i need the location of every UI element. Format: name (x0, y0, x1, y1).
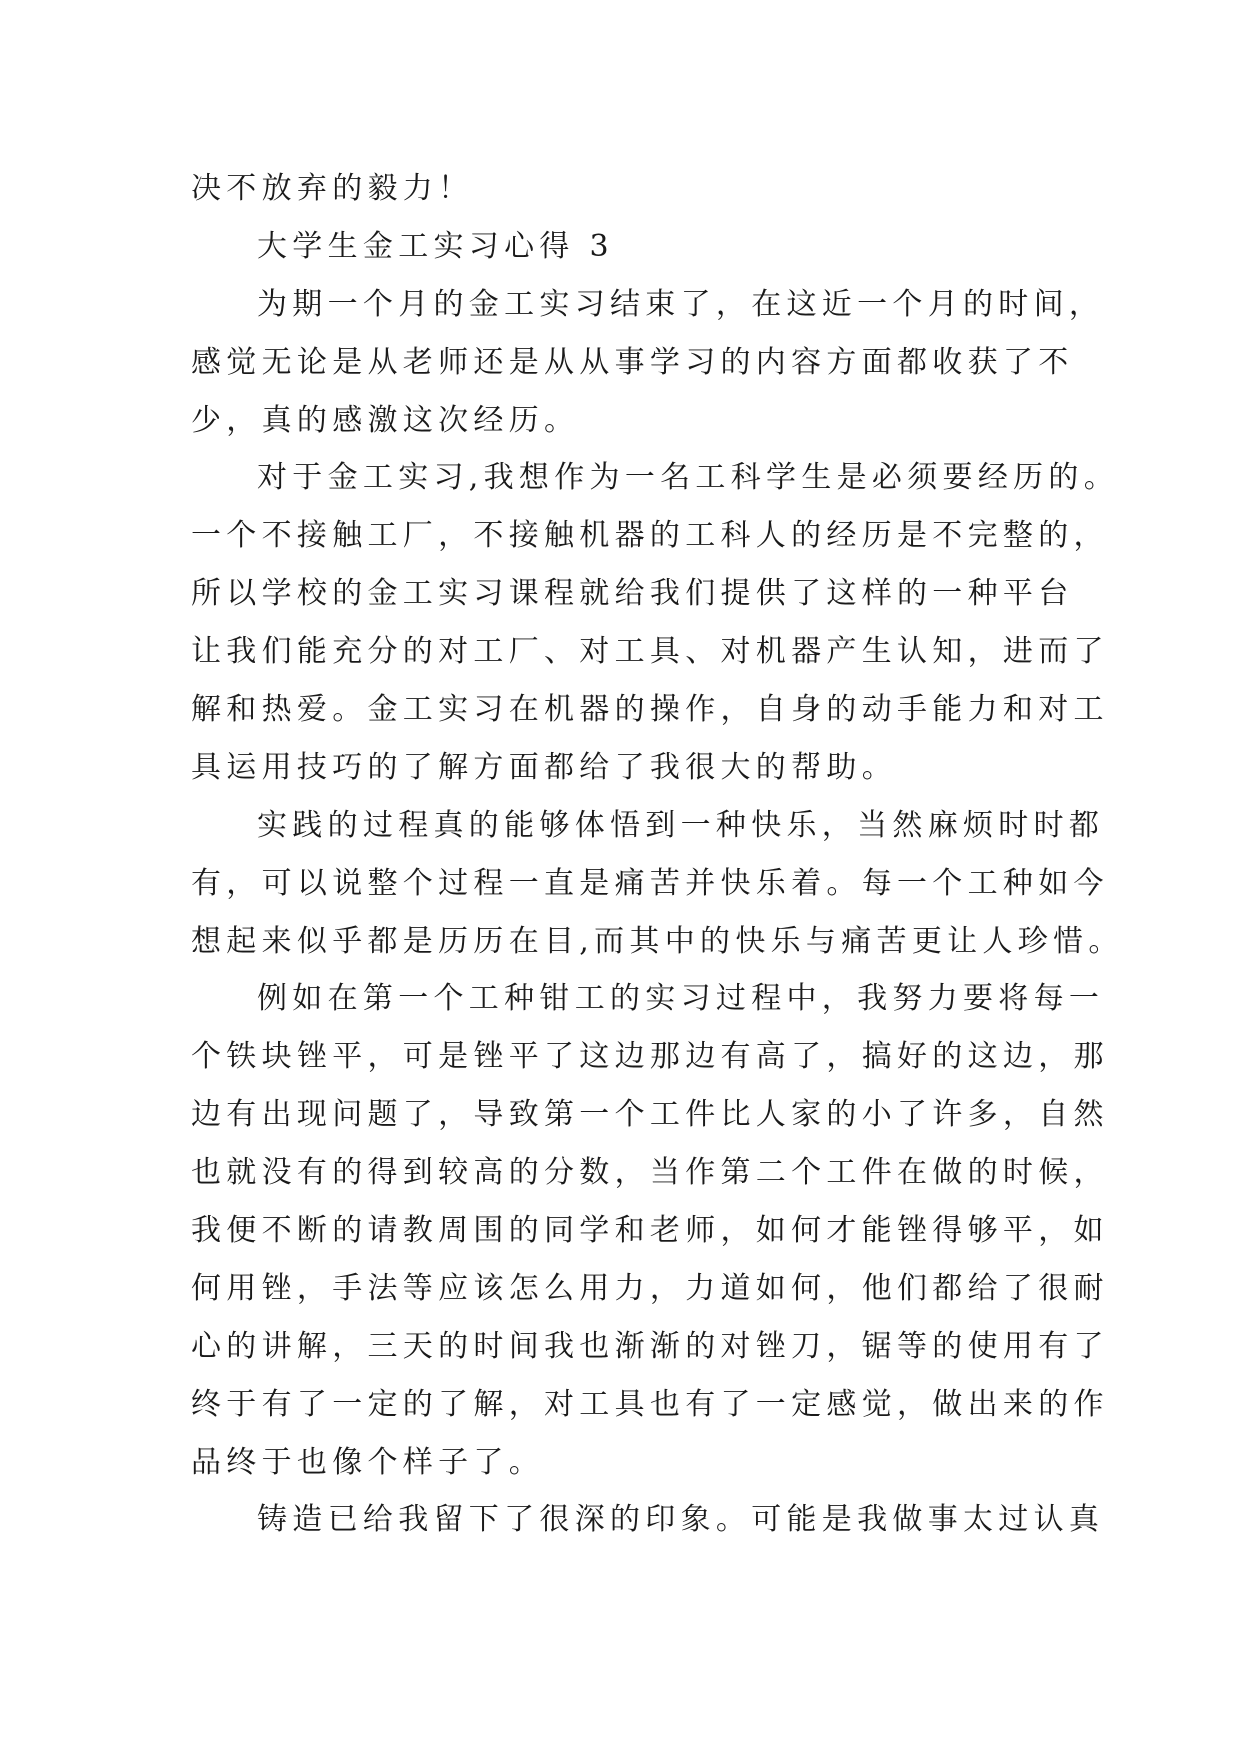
body-text (191, 160, 1124, 1549)
text-line: 我便不断的请教周围的同学和老师，如何才能锉得够平，如 (191, 1213, 1109, 1249)
text-line: 有，可以说整个过程一直是痛苦并快乐着。每一个工种如今 (191, 865, 1109, 901)
text-line: 对于金工实习,我想作为一名工科学生是必须要经历的。 (257, 460, 1120, 496)
text-line: 个铁块锉平，可是锉平了这边那边有高了，搞好的这边，那 (191, 1039, 1109, 1075)
text-line: 也就没有的得到较高的分数，当作第二个工件在做的时候， (191, 1155, 1109, 1191)
text-line: 让我们能充分的对工厂、对工具、对机器产生认知，进而了 (191, 634, 1109, 670)
text-line: 感觉无论是从老师还是从从事学习的内容方面都收获了不 (191, 344, 1074, 380)
text-line: 实践的过程真的能够体悟到一种快乐，当然麻烦时时都 (257, 807, 1105, 843)
text-line: 少，真的感激这次经历。 (191, 402, 580, 438)
text-line: 何用锉，手法等应该怎么用力，力道如何，他们都给了很耐 (191, 1270, 1109, 1306)
text-line: 想起来似乎都是历历在目,而其中的快乐与痛苦更让人珍惜。 (191, 923, 1124, 959)
text-line: 为期一个月的金工实习结束了，在这近一个月的时间， (257, 286, 1105, 322)
text-line: 例如在第一个工种钳工的实习过程中，我努力要将每一 (257, 981, 1105, 1017)
text-line: 心的讲解，三天的时间我也渐渐的对锉刀，锯等的使用有了 (191, 1328, 1109, 1364)
text-line: 终于有了一定的了解，对工具也有了一定感觉，做出来的作 (191, 1386, 1109, 1422)
text-line: 解和热爱。金工实习在机器的操作，自身的动手能力和对工 (191, 692, 1109, 728)
text-line: 所以学校的金工实习课程就给我们提供了这样的一种平台 (191, 576, 1074, 612)
text-line: 大学生金工实习心得 3 (257, 228, 614, 264)
text-line: 具运用技巧的了解方面都给了我很大的帮助。 (191, 749, 897, 785)
text-line: 品终于也像个样子了。 (191, 1444, 544, 1480)
text-line: 铸造已给我留下了很深的印象。可能是我做事太过认真 (257, 1502, 1105, 1538)
text-line: 边有出现问题了，导致第一个工件比人家的小了许多，自然 (191, 1097, 1109, 1133)
text-line: 决不放弃的毅力！ (191, 171, 474, 206)
text-line: 一个不接触工厂，不接触机器的工科人的经历是不完整的， (191, 518, 1109, 554)
